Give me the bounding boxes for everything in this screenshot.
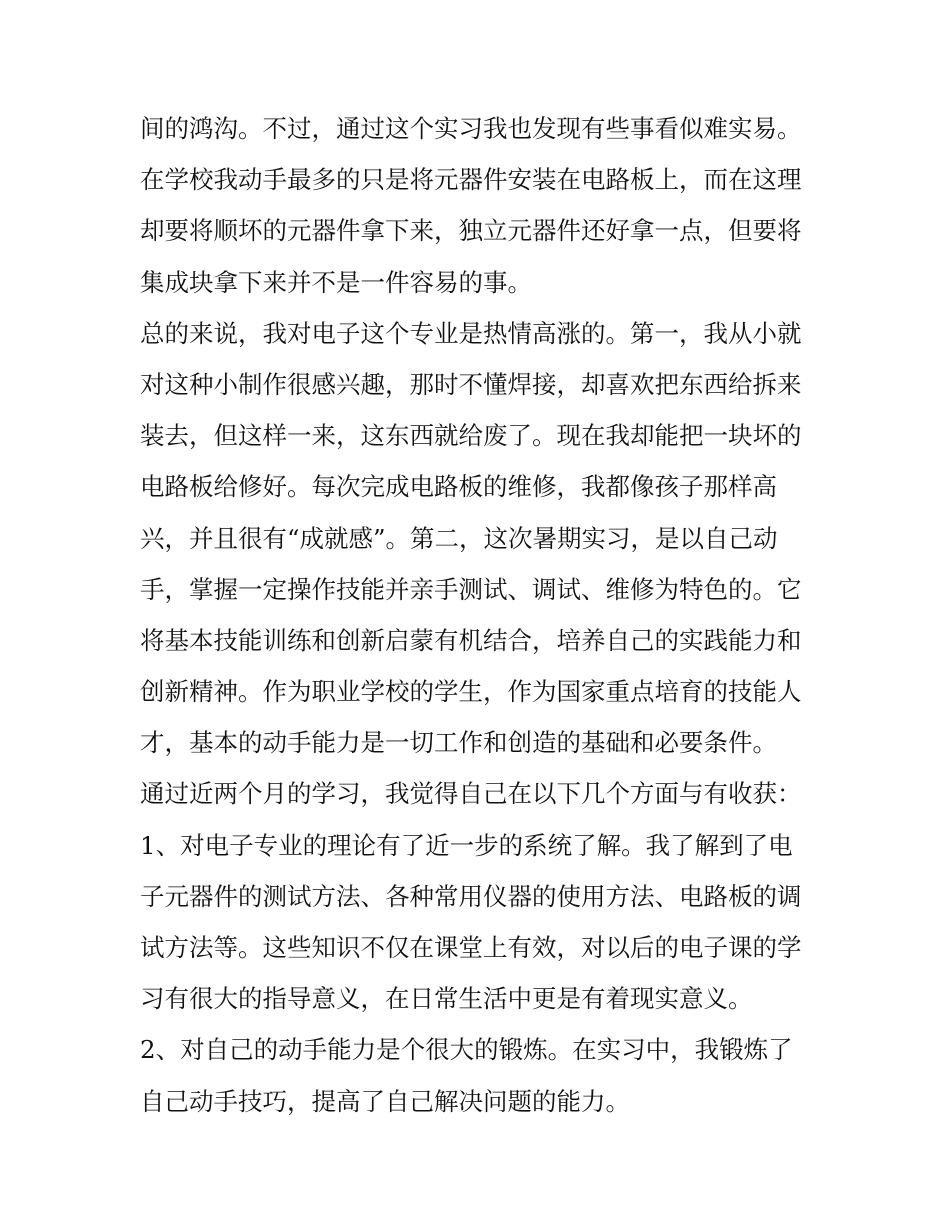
text-line: 却要将顺坏的元器件拿下来，独立元器件还好拿一点，但要将 — [140, 216, 802, 246]
text-line: 1、对电子专业的理论有了近一步的系统了解。我了解到了电 — [140, 830, 793, 860]
text-line: 将基本技能训练和创新启蒙有机结合，培养自己的实践能力和 — [140, 625, 802, 655]
text-line: 兴，并且很有“成就感”。第二，这次暑期实习，是以自己动 — [140, 523, 778, 553]
text-line: 对这种小制作很感兴趣，那时不懂焊接，却喜欢把东西给拆来 — [140, 369, 802, 399]
text-line: 总的来说，我对电子这个专业是热情高涨的。第一，我从小就 — [140, 318, 802, 348]
text-line: 手，掌握一定操作技能并亲手测试、调试、维修为特色的。它 — [140, 574, 802, 604]
text-line: 通过近两个月的学习，我觉得自己在以下几个方面与有收获： — [140, 779, 802, 809]
text-line: 子元器件的测试方法、各种常用仪器的使用方法、电路板的调 — [140, 881, 802, 911]
text-line: 创新精神。作为职业学校的学生，作为国家重点培育的技能人 — [140, 677, 802, 707]
text-line: 间的鸿沟。不过，通过这个实习我也发现有些事看似难实易。 — [140, 114, 802, 143]
text-line: 才，基本的动手能力是一切工作和创造的基础和必要条件。 — [140, 728, 777, 758]
text-line: 习有很大的指导意义，在日常生活中更是有着现实意义。 — [140, 984, 753, 1014]
text-line: 装去，但这样一来，这东西就给废了。现在我却能把一块坏的 — [140, 421, 802, 451]
text-line: 集成块拿下来并不是一件容易的事。 — [140, 267, 532, 297]
text-line: 电路板给修好。每次完成电路板的维修，我都像孩子那样高 — [140, 472, 777, 502]
text-line: 2、对自己的动手能力是个很大的锻炼。在实习中，我锻炼了 — [140, 1035, 793, 1065]
text-line: 自己动手技巧，提高了自己解决问题的能力。 — [140, 1086, 630, 1116]
text-line: 在学校我动手最多的只是将元器件安装在电路板上，而在这理 — [140, 165, 802, 195]
document-body — [140, 103, 820, 1127]
text-line: 试方法等。这些知识不仅在课堂上有效，对以后的电子课的学 — [140, 933, 802, 962]
